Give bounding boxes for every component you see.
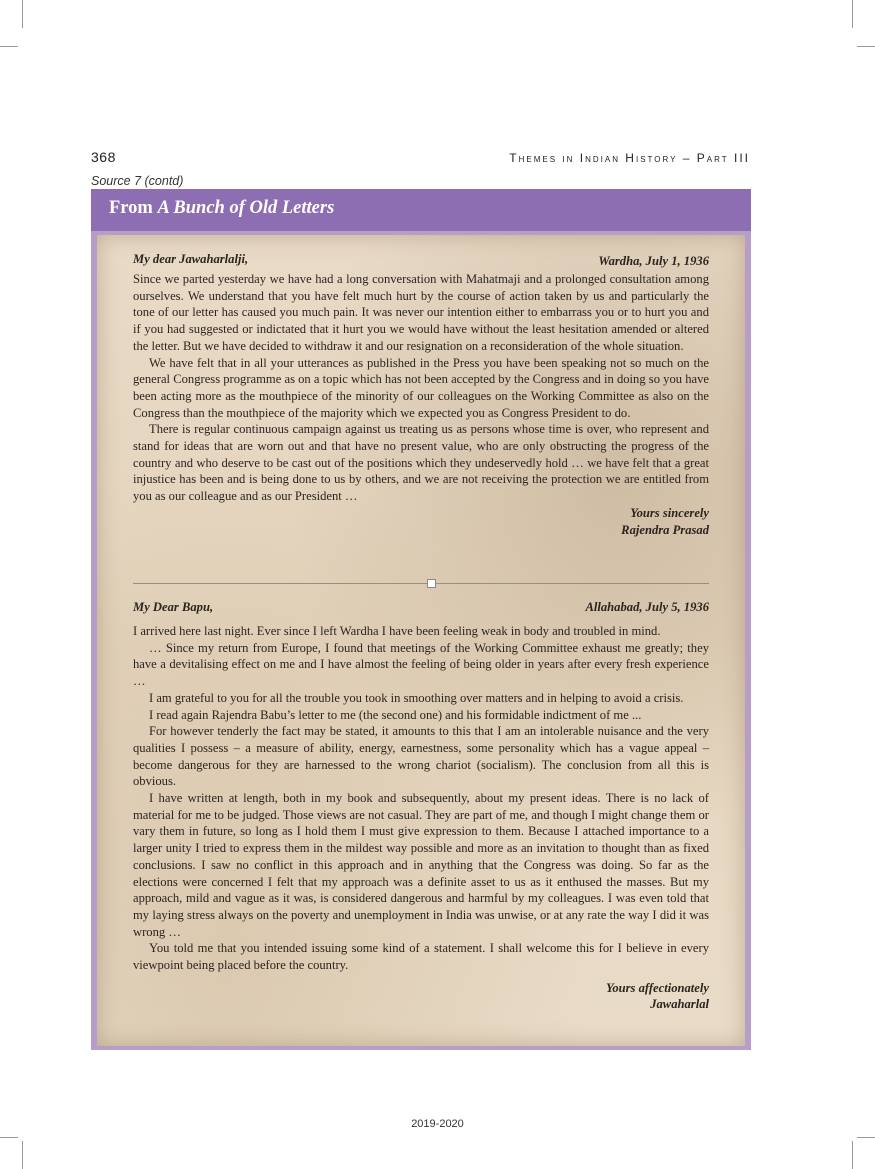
crop-mark bbox=[857, 1137, 875, 1138]
title-prefix: From bbox=[109, 198, 158, 218]
crop-mark bbox=[22, 0, 23, 28]
source-label: Source 7 (contd) bbox=[91, 174, 184, 188]
letter-paragraph: There is regular continuous campaign against us treating us as persons whose time is over, who represent and stand for ideas that are worn out and that have no present value, who are only obstructing the progress of the country and who deserve to be cast out of the positions which they undeservedly hold … we have felt that a great injustice has been and is being done to us by others, and we are not receiving the protection we are entitled from you as our colleague and as our President … bbox=[133, 422, 709, 504]
letter-paper bbox=[97, 235, 745, 1046]
letter-paragraph: For however tenderly the fact may be stated, it amounts to this that I am an intolerable nuisance and the very qualities I possess – a measure of ability, energy, earnestness, some personality which has a vague appeal – become dangerous for they are harnessed to the wrong chariot (socialism). The conclusion from all this is obvious. bbox=[133, 724, 709, 789]
crop-mark bbox=[852, 1141, 853, 1169]
letter-paragraph: I am grateful to you for all the trouble you took in smoothing over matters and in helping to avoid a crisis. bbox=[149, 690, 684, 705]
letter-date: Allahabad, July 5, 1936 bbox=[585, 600, 709, 614]
signature: Jawaharlal bbox=[650, 997, 709, 1012]
divider-marker bbox=[427, 579, 436, 588]
letter-paragraph: You told me that you intended issuing some kind of a statement. I shall welcome this for I believe in every viewpoint being placed before the country. bbox=[133, 941, 709, 973]
crop-mark bbox=[857, 46, 875, 47]
source-box bbox=[91, 189, 751, 1050]
source-box-header bbox=[91, 189, 751, 231]
letter-header bbox=[133, 251, 709, 271]
letter-rajendra-prasad bbox=[133, 251, 709, 538]
crop-mark bbox=[22, 1141, 23, 1169]
salutation: My Dear Bapu, bbox=[133, 600, 214, 614]
letter-paragraph: … Since my return from Europe, I found that meetings of the Working Committee exhaust me greatly; they have a devitalising effect on me and I have almost the feeling of being older in years after every fresh experience … bbox=[133, 640, 709, 689]
letter-header bbox=[133, 599, 709, 623]
page-number: 368 bbox=[91, 149, 116, 165]
running-head: Themes in Indian History – Part III bbox=[509, 151, 750, 165]
letter-paragraph: Since we parted yesterday we have had a long conversation with Mahatmaji and a prolonged consultation among ourselves. We understand that you have felt much hurt by the course of action taken by us and particularly the tone of our letter has caused you much pain. It was never our intention either to embarrass you or to hurt you and if you had suggested or indictated that it hurt you we would have without the least hesitation amended or altered the letter. But we have decided to withdraw it and our resignation on a reconsideration of the whole situation. bbox=[133, 272, 709, 353]
salutation: My dear Jawaharlalji, bbox=[133, 252, 249, 266]
letter-divider bbox=[133, 583, 709, 584]
crop-mark bbox=[0, 46, 18, 47]
letter-paragraph: We have felt that in all your utterances as published in the Press you have been speaking not so much on the general Congress programme as on a topic which has not been accepted by the Congress and in doing so you have been acting more as the mouthpiece of the minority of our colleagues on the Working Committee as also on the Congress than the mouthpiece of the majority which we expected you as Congress President to do. bbox=[133, 355, 709, 420]
letter-date: Wardha, July 1, 1936 bbox=[598, 254, 709, 268]
closing: Yours affectionately bbox=[606, 980, 709, 995]
letter-jawaharlal bbox=[133, 599, 709, 1013]
crop-mark bbox=[0, 1137, 18, 1138]
letter-paragraph: I arrived here last night. Ever since I left Wardha I have been feeling weak in body and troubled in mind. bbox=[133, 624, 661, 638]
letter-paragraph: I have written at length, both in my book and subsequently, about my present ideas. There is no lack of material for me to be judged. Those views are not casual. They are part of me, and though I might change them or vary them in future, so long as I hold them I must give expression to them. Because I attached importance to a larger unity I tried to express them in the mildest way possible and more as an invitation to thought than as fixed conclusions. I saw no conflict in this approach and in anything that the Congress was doing. So far as the elections were concerned I felt that my approach was a definite asset to us as it enthused the masses. But my approach, mild and vague as it was, is considered dangerous and harmful by my colleagues. I was even told that my laying stress always on the poverty and unemployment in India was unwise, or at any rate the way I did it was wrong … bbox=[133, 791, 709, 939]
source-box-title bbox=[109, 198, 334, 219]
crop-mark bbox=[852, 0, 853, 28]
title-book-name: A Bunch of Old Letters bbox=[157, 198, 335, 218]
page-footer-year: 2019-2020 bbox=[411, 1118, 464, 1130]
letter-paragraph: I read again Rajendra Babu’s letter to me (the second one) and his formidable indictment of me ... bbox=[149, 707, 642, 722]
closing: Yours sincerely bbox=[630, 505, 709, 520]
signature: Rajendra Prasad bbox=[621, 522, 709, 537]
